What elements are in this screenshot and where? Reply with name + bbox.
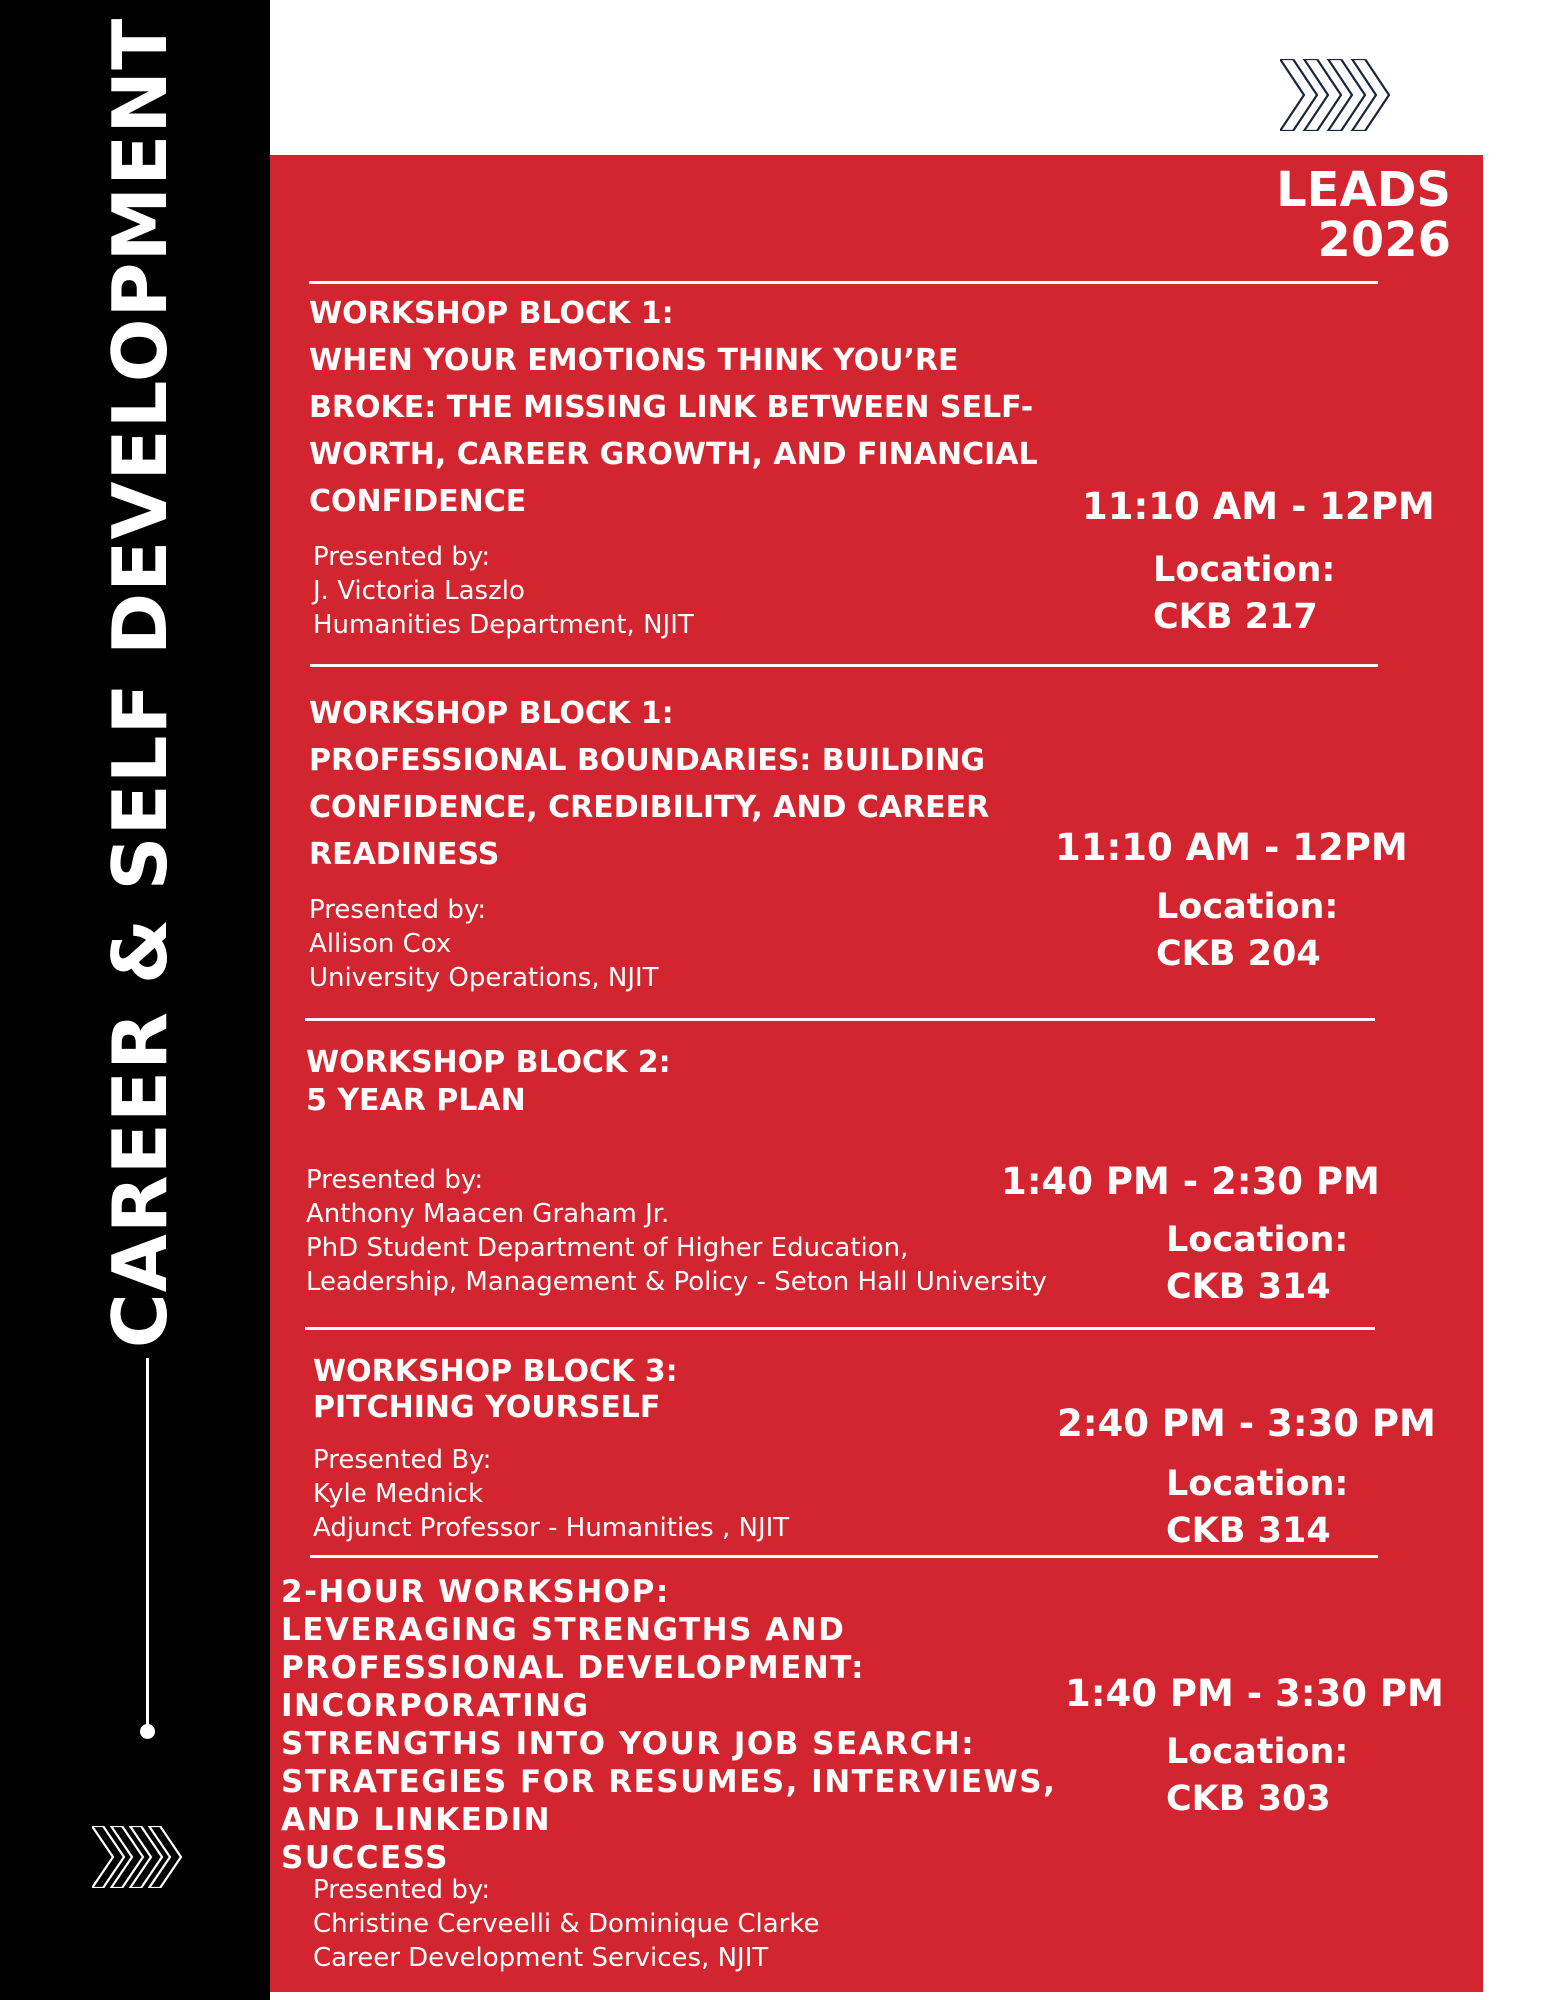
divider [305, 1018, 1375, 1021]
chevrons-right-icon [92, 1826, 202, 1888]
workshop-time: 11:10 AM - 12PM [1055, 826, 1408, 869]
sidebar [0, 0, 270, 2000]
workshop-title: WORKSHOP BLOCK 2: 5 YEAR PLAN [306, 1045, 671, 1118]
sidebar-line [146, 1358, 149, 1730]
divider [310, 664, 1378, 667]
workshop-location: Location: CKB 204 [1156, 887, 1339, 974]
workshop-presenter: Presented By: Kyle Mednick Adjunct Professor - Humanities , NJIT [313, 1445, 790, 1543]
sidebar-dot [140, 1724, 155, 1739]
workshop-title: 2-HOUR WORKSHOP: LEVERAGING STRENGTHS AND PROFESSIONAL DEVELOPMENT: INCORPORATING STRENGTHS INTO YOUR JOB SEARCH: STRATEGIES FOR RESUMES, INTERVIEWS, AND LINKEDIN SUCCESS [281, 1574, 1057, 1876]
event-name: LEADS [1276, 162, 1451, 218]
divider [305, 1327, 1375, 1330]
workshop-presenter: Presented by: J. Victoria Laszlo Humanities Department, NJIT [313, 542, 694, 640]
workshop-title: WORKSHOP BLOCK 3: PITCHING YOURSELF [313, 1354, 678, 1425]
workshop-title: WORKSHOP BLOCK 1: PROFESSIONAL BOUNDARIES: BUILDING CONFIDENCE, CREDIBILITY, AND CAREER READINESS [309, 696, 990, 872]
chevrons-right-icon [1280, 59, 1420, 131]
workshop-time: 1:40 PM - 3:30 PM [1065, 1672, 1444, 1715]
divider [310, 1555, 1378, 1558]
workshop-presenter: Presented by: Allison Cox University Operations, NJIT [309, 895, 659, 993]
workshop-presenter: Presented by: Anthony Maacen Graham Jr. PhD Student Department of Higher Education, Leadership, Management & Policy - Seton Hall University [306, 1165, 1047, 1297]
workshop-title: WORKSHOP BLOCK 1: WHEN YOUR EMOTIONS THINK YOU’RE BROKE: THE MISSING LINK BETWEEN SELF- WORTH, CAREER GROWTH, AND FINANCIAL CONFIDENCE [309, 296, 1038, 519]
workshop-time: 2:40 PM - 3:30 PM [1057, 1402, 1436, 1445]
workshop-location: Location: CKB 303 [1166, 1732, 1349, 1819]
workshop-location: Location: CKB 314 [1166, 1464, 1349, 1551]
workshop-presenter: Presented by: Christine Cerveelli & Dominique Clarke Career Development Services, NJIT [313, 1875, 820, 1973]
event-year: 2026 [1317, 212, 1451, 268]
divider [309, 281, 1378, 284]
workshop-time: 1:40 PM - 2:30 PM [1001, 1160, 1380, 1203]
workshop-location: Location: CKB 314 [1166, 1220, 1349, 1307]
workshop-location: Location: CKB 217 [1153, 550, 1336, 637]
event-header [1276, 162, 1451, 268]
workshop-time: 11:10 AM - 12PM [1082, 485, 1435, 528]
vertical-title: CAREER & SELF DEVELOPMENT [96, 17, 184, 1349]
